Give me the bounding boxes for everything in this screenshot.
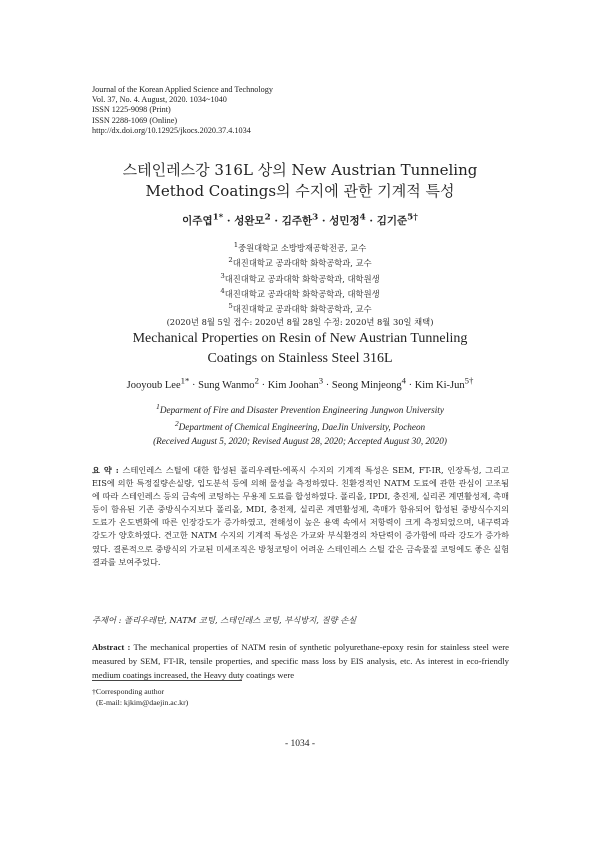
abstract-korean-text: 스테인레스 스틸에 대한 합성된 폴리우레탄-에폭시 수지의 기계적 특성은 SEM, FT-IR, 인장특성, 그리고 EIS에 의한 특정질량손실량, 입도분석 등에 의해 물성을 측정하였다. 친환경적인 NATM 도료에 관한 관심이 고조됨에 따라 스테인레스 등의 금속에 코팅하는 무용제 도료를 합성하였다. 폴리올, IPDI, 충진제, 실리콘 계면활성제, 촉매 등이 함유된 기존 중방식수지보다 폴리올, MDI, 충전제, 실리콘 계면활성제, 촉매가 함유되어 합성된 중방식수지의 도료가 온도변화에 따른 인장강도가 증가하였고, 전해성이 높은 용액 속에서 저항력이 크게 측정되었으며, 내구력과 강도가 양호하였다. 견고한 NATM 수지의 기계적 특성은 가교와 부식환경의 차단력이 증가함에 따라 강도가 증가하였다. 결론적으로 중방식의 가교된 미세조직은 방청코팅이 어려운 스테인레스 스틸 같은 금속물질 코팅에도 좋은 실험결과를 보여주었다.: [92, 465, 509, 567]
dates-english: (Received August 5, 2020; Revised August 28, 2020; Accepted August 30, 2020): [153, 436, 447, 447]
affiliation-sup: 3: [220, 271, 225, 280]
affiliations-korean: [0, 239, 600, 328]
title-english: [0, 329, 600, 368]
footnote-email[interactable]: (E-mail: kjkim@daejin.ac.kr): [96, 698, 189, 707]
affiliation-english-1: [0, 400, 600, 417]
abstract-english-label: Abstract :: [92, 642, 131, 652]
affiliation-text: 대진대학교 공과대학 화학공학과, 교수: [232, 258, 372, 269]
affiliation-sup: 2: [228, 256, 233, 265]
affiliation-sup: 4: [220, 287, 225, 296]
author-separator: ·: [223, 214, 235, 227]
author-sup: 1*: [180, 375, 190, 385]
author-name: Jooyoub Lee: [126, 379, 181, 391]
title-korean: [0, 160, 600, 202]
affiliation-text: Department of Chemical Engineering, DaeJin University, Pocheon: [178, 422, 426, 433]
keywords-korean: 주제어 : 폴리우레탄, NATM 코팅, 스테인레스 코팅, 부식방지, 질량 손실: [92, 615, 357, 625]
author-sup: 4: [401, 375, 406, 385]
dates-korean: (2020년 8월 5일 접수: 2020년 8월 28일 수정: 2020년 8월 30일 채택): [166, 316, 434, 327]
affiliation-sup: 1: [233, 241, 239, 249]
author-sup: 1*: [212, 212, 224, 222]
author-separator: ·: [405, 379, 415, 391]
title-korean-line-2: Method Coatings의 수지에 관한 기계적 특성: [145, 182, 455, 200]
affiliations-english: [0, 400, 600, 448]
affiliation-text: 중원대학교 소방방재공학전공, 교수: [238, 242, 367, 253]
author-sup: 5†: [407, 212, 418, 222]
affiliation-text: 대진대학교 공과대학 화학공학과, 교수: [232, 304, 372, 315]
journal-name: Journal of the Korean Applied Science and Technology: [92, 85, 273, 94]
journal-info: [92, 85, 273, 136]
author-sup: 3: [318, 375, 324, 385]
affiliation-item: [0, 239, 600, 254]
authors-korean: [0, 212, 600, 228]
author-name: 성민정: [329, 214, 360, 227]
author-name: 김기준: [376, 214, 408, 227]
author-sup: 2: [264, 212, 271, 222]
abstract-english: [92, 640, 509, 682]
affiliation-item: [0, 270, 600, 285]
affiliation-item: [0, 254, 600, 269]
author-separator: ·: [258, 379, 268, 391]
affiliation-english-2: [0, 417, 600, 434]
footnote: [92, 686, 188, 708]
abstract-english-text: The mechanical properties of NATM resin of synthetic polyurethane-epoxy resin for stainless steel were measured by SEM, FT-IR, tensile properties, and specific mass loss by EIS analysis, etc. As interest in eco-friendly medium coatings increased, the Heavy duty coatings were: [92, 642, 509, 680]
author-separator: ·: [323, 379, 332, 391]
affiliation-text: Deparment of Fire and Disaster Prevention Engineering Jungwon University: [159, 405, 444, 416]
abstract-korean-label: 요 약 :: [92, 465, 119, 475]
journal-issn-online: ISSN 2288-1069 (Online): [92, 115, 178, 125]
author-separator: ·: [365, 214, 377, 227]
affiliation-sup: 1: [156, 402, 160, 411]
affiliation-sup: 5: [228, 302, 233, 311]
footnote-divider: [92, 680, 242, 681]
affiliation-item: [0, 300, 600, 315]
title-english-line-2: Coatings on Stainless Steel 316L: [207, 350, 393, 366]
abstract-korean: [92, 464, 509, 569]
author-sup: 3: [312, 212, 319, 222]
journal-doi[interactable]: http://dx.doi.org/10.12925/jkocs.2020.37.4.1034: [92, 125, 251, 135]
author-name: Kim Ki-Jun: [414, 379, 465, 391]
journal-volume: Vol. 37, No. 4. August, 2020. 1034~1040: [92, 95, 227, 105]
author-name: 김주한: [281, 214, 313, 227]
title-english-line-1: Mechanical Properties on Resin of New Austrian Tunneling: [132, 331, 468, 346]
author-sup: 4: [359, 212, 366, 222]
author-name: Seong Minjeong: [331, 379, 402, 391]
title-korean-line-1: 스테인레스강 316L 상의 New Austrian Tunneling: [122, 161, 478, 179]
author-name: Sung Wanmo: [198, 379, 255, 391]
authors-english: [0, 375, 600, 391]
author-name: 성완모: [234, 214, 265, 227]
author-separator: ·: [189, 379, 199, 391]
affiliation-text: 대진대학교 공과대학 화학공학과, 대학원생: [224, 273, 380, 284]
author-name: 이주엽: [182, 214, 213, 227]
journal-issn-print: ISSN 1225-9098 (Print): [92, 105, 171, 115]
author-sup: 2: [254, 375, 259, 385]
page-number: - 1034 -: [284, 739, 316, 749]
affiliation-item: [0, 285, 600, 300]
author-separator: ·: [318, 214, 330, 227]
author-name: Kim Joohan: [267, 379, 319, 391]
affiliation-text: 대진대학교 공과대학 화학공학과, 대학원생: [224, 288, 380, 299]
footnote-corresponding: †Corresponding author: [92, 687, 165, 696]
affiliation-sup: 2: [174, 419, 179, 429]
author-sup: 5†: [464, 375, 474, 385]
author-separator: ·: [270, 214, 282, 227]
